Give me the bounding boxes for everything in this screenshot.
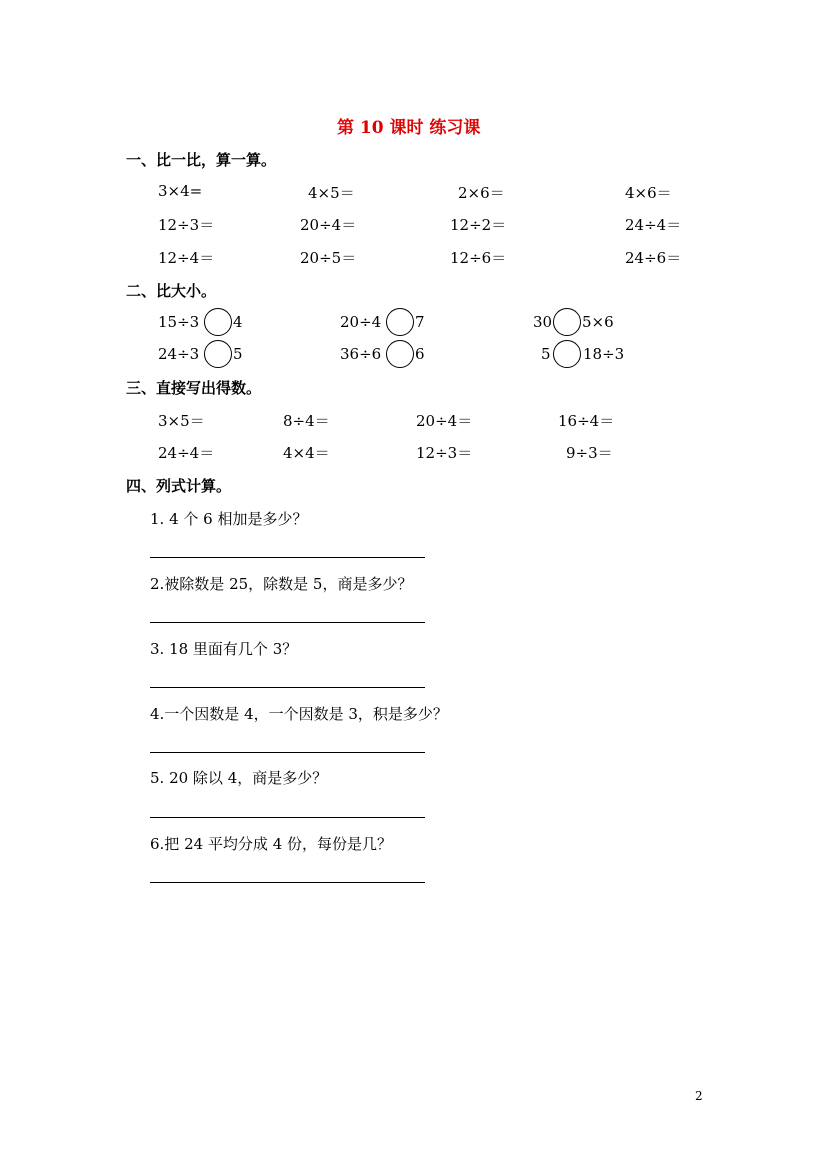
expression: 4×4＝ — [283, 444, 330, 462]
word-problem: 4.一个因数是 4，一个因数是 3，积是多少？ — [150, 705, 448, 723]
word-problem: 6.把 24 平均分成 4 份，每份是几？ — [150, 835, 393, 853]
expression: 20÷4＝ — [416, 412, 473, 430]
expression: 12÷3＝ — [158, 216, 215, 234]
answer-line[interactable] — [150, 817, 425, 818]
compare-left: 24÷3 — [158, 345, 200, 363]
expression: 16÷4＝ — [558, 412, 615, 430]
expression: 3×4= — [158, 182, 203, 200]
word-problem: 2.被除数是 25，除数是 5，商是多少？ — [150, 575, 413, 593]
word-problem: 3. 18 里面有几个 3？ — [150, 640, 298, 658]
section-2-heading: 二、比大小。 — [126, 282, 217, 300]
compare-right: 4 — [233, 313, 243, 331]
expression: 4×6＝ — [625, 184, 672, 202]
answer-line[interactable] — [150, 622, 425, 623]
answer-circle[interactable] — [204, 308, 232, 336]
section-3-heading: 三、直接写出得数。 — [126, 379, 262, 397]
expression: 24÷4＝ — [158, 444, 215, 462]
answer-line[interactable] — [150, 752, 425, 753]
answer-circle[interactable] — [386, 340, 414, 368]
expression: 12÷2＝ — [450, 216, 507, 234]
compare-left: 30 — [533, 313, 553, 331]
page-title: 第 10 课时 练习课 — [337, 118, 481, 138]
compare-left: 5 — [541, 345, 551, 363]
expression: 2×6＝ — [458, 184, 505, 202]
page-number: 2 — [695, 1089, 703, 1103]
compare-left: 36÷6 — [340, 345, 382, 363]
compare-right: 18÷3 — [583, 345, 625, 363]
answer-circle[interactable] — [553, 340, 581, 368]
word-problem: 5. 20 除以 4，商是多少？ — [150, 769, 328, 787]
expression: 3×5＝ — [158, 412, 205, 430]
expression: 12÷6＝ — [450, 249, 507, 267]
compare-right: 6 — [415, 345, 425, 363]
answer-line[interactable] — [150, 882, 425, 883]
expression: 20÷4＝ — [300, 216, 357, 234]
compare-right: 7 — [415, 313, 425, 331]
expression: 20÷5＝ — [300, 249, 357, 267]
expression: 9÷3＝ — [566, 444, 613, 462]
expression: 12÷3＝ — [416, 444, 473, 462]
expression: 8÷4＝ — [283, 412, 330, 430]
compare-left: 15÷3 — [158, 313, 200, 331]
compare-left: 20÷4 — [340, 313, 382, 331]
expression: 24÷6＝ — [625, 249, 682, 267]
word-problem: 1. 4 个 6 相加是多少？ — [150, 510, 308, 528]
answer-circle[interactable] — [553, 308, 581, 336]
section-1-heading: 一、比一比，算一算。 — [126, 151, 277, 169]
compare-right: 5×6 — [582, 313, 614, 331]
section-4-heading: 四、列式计算。 — [126, 477, 232, 495]
expression: 12÷4＝ — [158, 249, 215, 267]
answer-circle[interactable] — [204, 340, 232, 368]
answer-line[interactable] — [150, 687, 425, 688]
answer-circle[interactable] — [386, 308, 414, 336]
compare-right: 5 — [233, 345, 243, 363]
expression: 24÷4＝ — [625, 216, 682, 234]
expression: 4×5＝ — [308, 184, 355, 202]
answer-line[interactable] — [150, 557, 425, 558]
